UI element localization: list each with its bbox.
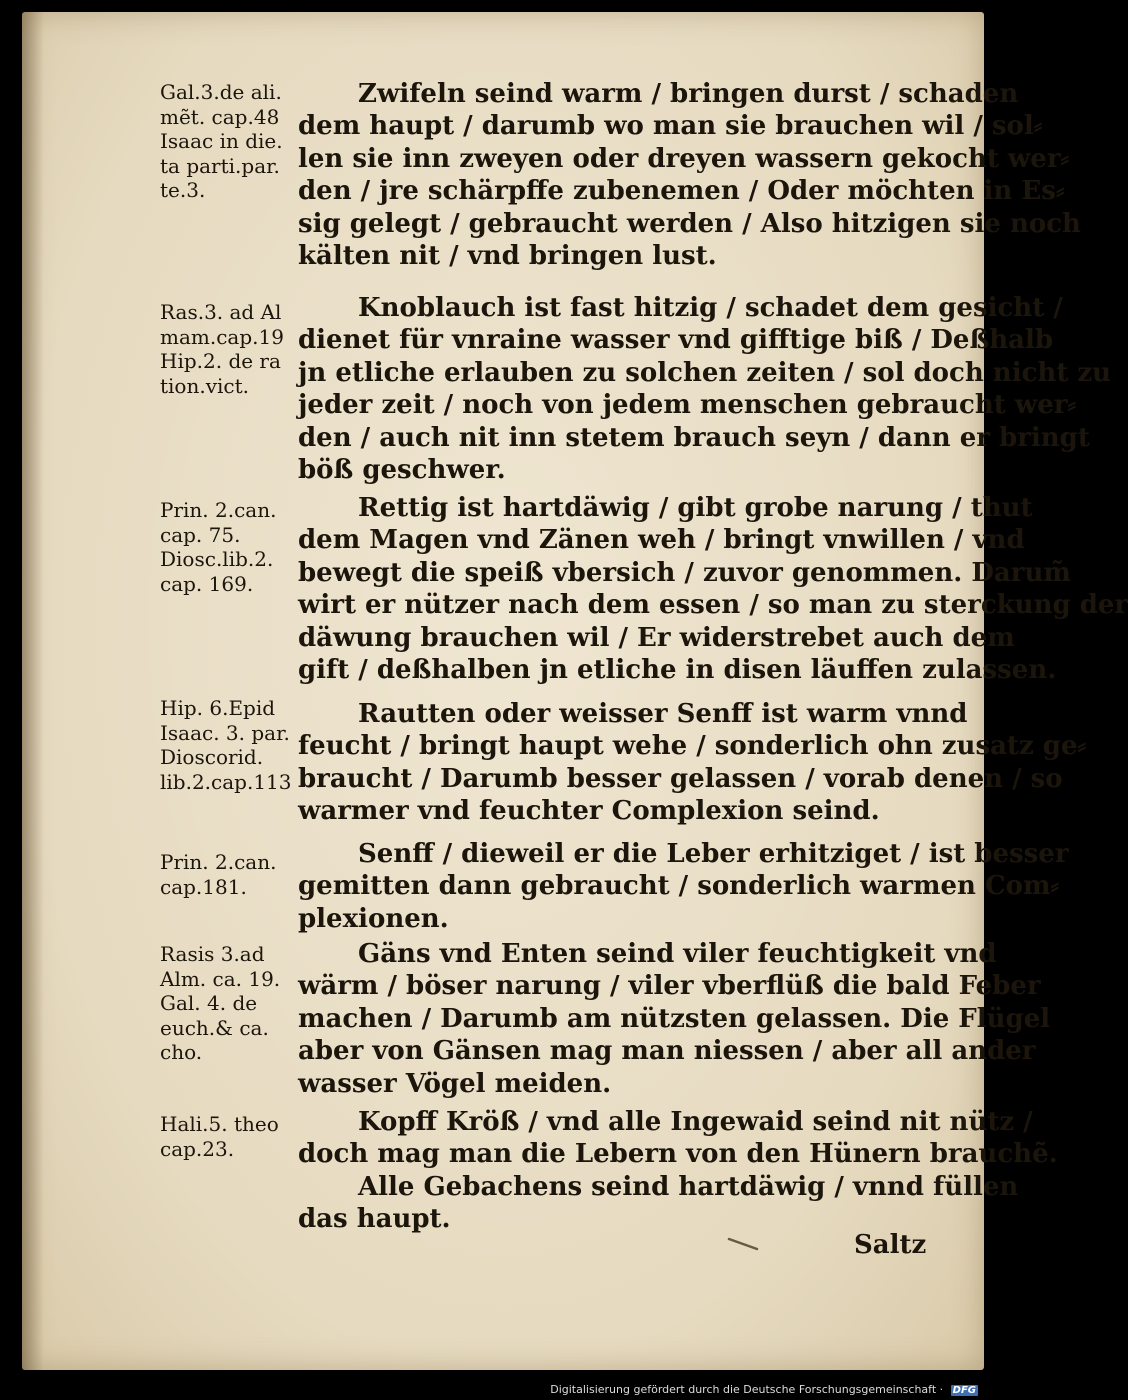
- margin-note-line: Prin. 2.can.: [160, 498, 277, 522]
- margin-note-line: Gal. 4. de: [160, 991, 258, 1015]
- margin-note-line: cap.181.: [160, 874, 247, 899]
- catchword: Saltz: [854, 1230, 927, 1260]
- margin-note: [160, 850, 305, 899]
- margin-note-line: mam.cap.19: [160, 324, 284, 349]
- text-line: Alle Gebachens seind hartdäwig / vnnd füllen: [358, 1171, 1019, 1202]
- margin-note-line: Isaac in die.: [160, 129, 283, 153]
- paragraph-knoblauch: [298, 292, 1112, 486]
- text-line: warmer vnd feuchter Complexion seind.: [298, 796, 880, 827]
- margin-note-line: Dioscorid.: [160, 745, 264, 769]
- text-line: jeder zeit / noch von jedem menschen gebraucht wer⸗: [298, 390, 1077, 421]
- text-line: dem Magen vnd Zänen weh / bringt vnwillen / vnd: [298, 525, 1025, 556]
- margin-note-line: Diosc.lib.2.: [160, 547, 274, 571]
- text-line: däwung brauchen wil / Er widerstrebet auch dem: [298, 622, 1015, 653]
- margin-note-line: lib.2.cap.113: [160, 769, 292, 794]
- text-line: len sie inn zweyen oder dreyen wassern gekocht wer⸗: [298, 143, 1070, 174]
- paragraph-zwifeln: [298, 78, 1081, 272]
- text-line: den / auch nit inn stetem brauch seyn / dann er bringt: [298, 422, 1090, 453]
- text-line: dem haupt / darumb wo man sie brauchen wil / sol⸗: [298, 111, 1043, 142]
- margin-note-line: Ras.3. ad Al: [160, 300, 282, 324]
- text-line: das haupt.: [298, 1204, 451, 1235]
- text-line: machen / Darumb am nützsten gelassen. Die Flügel: [298, 1003, 1051, 1034]
- dfg-logo-icon: DFG: [952, 1385, 976, 1396]
- margin-note-line: Rasis 3.ad: [160, 942, 265, 966]
- margin-note-line: te.3.: [160, 178, 206, 202]
- margin-note-line: tion.vict.: [160, 373, 250, 398]
- margin-note-line: cap. 75.: [160, 522, 241, 547]
- text-line: bewegt die speiß vbersich / zuvor genommen. Darum̃: [298, 557, 1071, 588]
- text-line: wasser Vögel meiden.: [298, 1068, 612, 1099]
- text-line: plexionen.: [298, 903, 449, 934]
- ink-smudge: [727, 1235, 761, 1253]
- margin-note-line: ta parti.par.: [160, 153, 280, 178]
- text-line: Senff / dieweil er die Leber erhitziget / ist besser: [358, 839, 1069, 869]
- text-line: wirt er nützer nach dem essen / so man zu sterckung der: [298, 590, 1128, 621]
- margin-note-line: Prin. 2.can.: [160, 850, 277, 874]
- text-line: Knoblauch ist fast hitzig / schadet dem gesicht /: [358, 293, 1063, 323]
- text-line: sig gelegt / gebraucht werden / Also hitzigen sie noch: [298, 208, 1081, 239]
- paragraph-rettig: [298, 492, 1128, 686]
- margin-note: [160, 696, 305, 794]
- margin-note: [160, 942, 305, 1065]
- margin-note-line: cap.23.: [160, 1136, 235, 1161]
- margin-note-line: Hip. 6.Epid: [160, 696, 276, 720]
- margin-note-line: Isaac. 3. par.: [160, 720, 290, 745]
- margin-note: [160, 498, 305, 596]
- paragraph-kopff: [298, 1106, 1058, 1236]
- margin-note-line: cho.: [160, 1040, 203, 1064]
- book-page: [22, 12, 1128, 1370]
- margin-note: [160, 80, 305, 203]
- margin-note-line: euch.& ca.: [160, 1015, 269, 1040]
- text-line: aber von Gänsen mag man niessen / aber all ander: [298, 1036, 1036, 1067]
- paragraph-rautten: [298, 698, 1087, 828]
- margin-note: [160, 300, 305, 398]
- paragraph-senff: [298, 838, 1069, 935]
- text-line: wärm / böser narung / viler vberflüß die bald Feber: [298, 971, 1041, 1002]
- text-line: braucht / Darumb besser gelassen / vorab denen / so: [298, 763, 1063, 794]
- text-line: Rautten oder weisser Senff ist warm vnnd: [358, 699, 968, 729]
- text-line: Rettig ist hartdäwig / gibt grobe narung / thut: [358, 493, 1033, 523]
- text-line: doch mag man die Lebern von den Hünern brauchẽ.: [298, 1139, 1058, 1170]
- text-line: Gäns vnd Enten seind viler feuchtigkeit vnd: [358, 939, 997, 969]
- margin-note-line: Hali.5. theo: [160, 1112, 279, 1136]
- text-line: gemitten dann gebraucht / sonderlich warmen Com⸗: [298, 871, 1060, 902]
- text-line: Zwifeln seind warm / bringen durst / schaden: [358, 79, 1019, 109]
- text-line: den / jre schärpffe zubenemen / Oder möchten in Es⸗: [298, 176, 1065, 207]
- text-line: böß geschwer.: [298, 455, 506, 486]
- margin-note-line: Alm. ca. 19.: [160, 966, 281, 991]
- text-line: kälten nit / vnd bringen lust.: [298, 241, 717, 272]
- text-line: jn etliche erlauben zu solchen zeiten / sol doch nicht zu: [298, 357, 1112, 388]
- margin-note-line: Hip.2. de ra: [160, 349, 281, 373]
- margin-note-line: mẽt. cap.48: [160, 104, 280, 129]
- text-line: gift / deßhalben jn etliche in disen läuffen zulassen.: [298, 655, 1057, 686]
- margin-note-line: cap. 169.: [160, 571, 254, 596]
- margin-note-line: Gal.3.de ali.: [160, 80, 282, 104]
- text-line: dienet für vnraine wasser vnd gifftige biß / Deßhalb: [298, 325, 1054, 356]
- text-line: Kopff Kröß / vnd alle Ingewaid seind nit nütz /: [358, 1107, 1033, 1137]
- footer-credit-text: Digitalisierung gefördert durch die Deutsche Forschungsgemeinschaft ·: [550, 1383, 944, 1396]
- paragraph-gaens: [298, 938, 1051, 1100]
- text-line: feucht / bringt haupt wehe / sonderlich ohn zusatz ge⸗: [298, 731, 1087, 762]
- footer: [550, 1383, 978, 1396]
- margin-note: [160, 1112, 305, 1161]
